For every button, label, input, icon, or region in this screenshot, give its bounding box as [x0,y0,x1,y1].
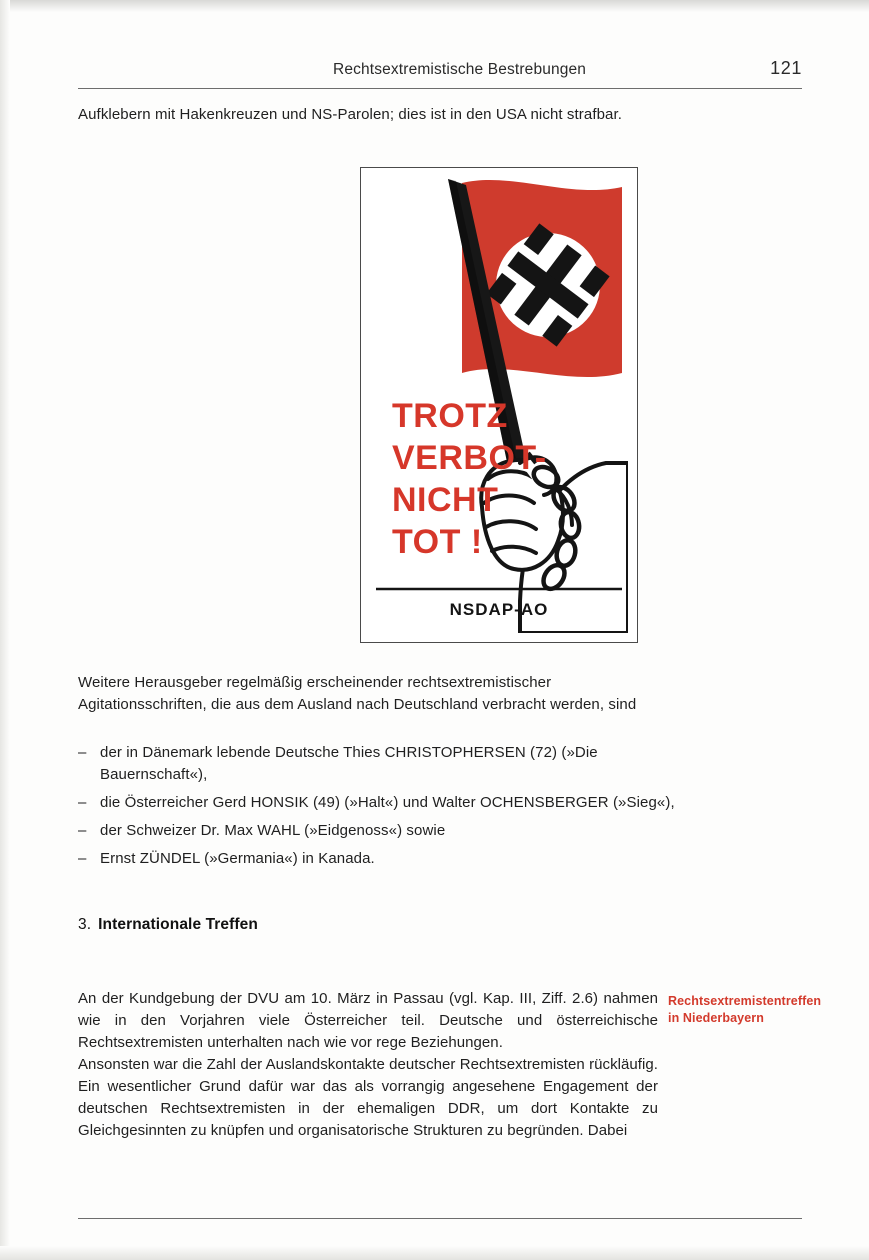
publisher-list [78,742,678,876]
list-item-text: der Schweizer Dr. Max WAHL (»Eidgenoss«) sowie [100,822,446,839]
list-item [78,820,678,842]
marginal-note: Rechtsextremistentreffen in Niederbayern [668,994,822,1025]
section-heading [78,916,258,934]
list-item-text: der in Dänemark lebende Deutsche Thies CHRISTOPHERSEN (72) (»Die Bauernschaft«), [100,744,598,783]
list-item [78,792,678,814]
svg-text:TROTZ: TROTZ [392,397,508,435]
paragraph-after-figure: Weitere Herausgeber regelmäßig erscheinender rechtsextremistischer Agitationsschriften, die aus dem Ausland nach Deutschland verbracht werden, sind [78,674,637,713]
poster-artwork [370,177,628,633]
page-header [78,58,802,79]
section-number: 3. [78,916,92,933]
list-item-text: Ernst ZÜNDEL (»Germania«) in Kanada. [100,850,375,867]
intro-paragraph: Aufklebern mit Hakenkreuzen und NS-Parolen; dies ist in den USA nicht strafbar. [78,106,623,123]
body-paragraph: Ansonsten war die Zahl der Auslandskontakte deutscher Rechtsextremisten rückläufig. Ein wesentlicher Grund dafür war das als vorrangig angesehene Engagement der deutschen Rechtsextremisten in der ehemaligen DDR, um dort Kontakte zu Gleichgesinnten zu knüpfen und organisatorische Strukturen zu begründen. Dabei [78,1056,658,1139]
list-item [78,848,678,870]
scan-edge-top [0,0,869,12]
page-number: 121 [770,58,802,78]
svg-text:VERBOT-: VERBOT- [392,439,547,477]
poster-illustration [370,177,628,633]
body-text [78,988,658,1142]
list-marker: – [78,744,87,761]
header-title: Rechtsextremistische Bestrebungen [333,61,587,78]
scan-edge-left [0,0,10,1260]
poster-figure [360,167,638,643]
list-item-text: die Österreicher Gerd HONSIK (49) (»Halt«) und Walter OCHENSBERGER (»Sieg«), [100,794,675,811]
list-item [78,742,678,786]
list-marker: – [78,822,87,839]
svg-text:TOT !: TOT ! [392,523,483,561]
header-rule [78,88,802,89]
scan-edge-bottom [0,1246,869,1260]
section-title: Internationale Treffen [98,916,258,933]
footer-rule [78,1218,802,1219]
svg-text:NSDAP-AO: NSDAP-AO [449,600,549,619]
list-marker: – [78,850,87,867]
list-marker: – [78,794,87,811]
svg-text:NICHT: NICHT [392,481,499,519]
body-paragraph: An der Kundgebung der DVU am 10. März in Passau (vgl. Kap. III, Ziff. 2.6) nahmen wie in den Vorjahren viele Österreicher teil. Deutsche und österreichische Rechtsextremisten unterhalten nach wie vor rege Beziehungen. [78,990,658,1051]
